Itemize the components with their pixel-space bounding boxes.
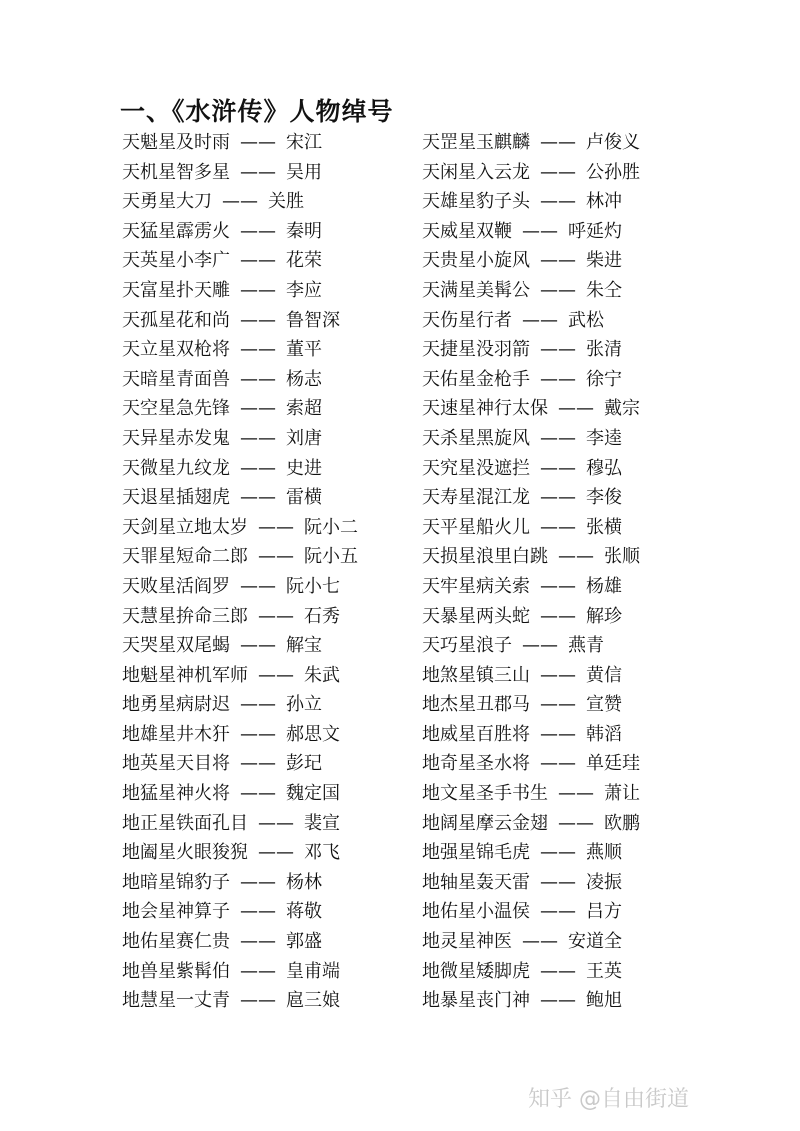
nickname-label: 天哭星双尾蝎 — [122, 635, 230, 657]
character-name: 鲁智深 — [286, 309, 340, 331]
nickname-label: 地佑星小温侯 — [422, 901, 530, 923]
nickname-label: 地会星神算子 — [122, 901, 230, 923]
list-item — [422, 868, 640, 898]
nickname-label: 天暗星青面兽 — [122, 368, 230, 390]
character-name: 董平 — [286, 339, 322, 361]
character-name: 李应 — [286, 279, 322, 301]
nickname-label: 天勇星大刀 — [122, 191, 212, 213]
list-item — [122, 897, 358, 927]
nickname-label: 天杀星黑旋风 — [422, 427, 530, 449]
list-item — [122, 631, 358, 661]
list-item — [422, 838, 640, 868]
list-item — [422, 394, 640, 424]
character-name: 吕方 — [586, 901, 622, 923]
nickname-label: 地微星矮脚虎 — [422, 960, 530, 982]
nickname-label: 地威星百胜将 — [422, 723, 530, 745]
character-name: 皇甫端 — [286, 960, 340, 982]
list-item — [422, 335, 640, 365]
dash-separator: —— — [240, 901, 276, 923]
character-name: 石秀 — [304, 605, 340, 627]
character-name: 邓飞 — [304, 842, 340, 864]
dash-separator: —— — [240, 783, 276, 805]
list-item — [122, 927, 358, 957]
character-name: 燕顺 — [586, 842, 622, 864]
list-item — [122, 217, 358, 247]
character-name: 宣赞 — [586, 694, 622, 716]
nickname-label: 天威星双鞭 — [422, 220, 512, 242]
list-item — [422, 690, 640, 720]
nickname-label: 地兽星紫髯伯 — [122, 960, 230, 982]
dash-separator: —— — [558, 812, 594, 834]
dash-separator: —— — [240, 398, 276, 420]
character-name: 呼延灼 — [568, 220, 622, 242]
list-item — [122, 246, 358, 276]
nickname-label: 天富星扑天雕 — [122, 279, 230, 301]
character-name: 武松 — [568, 309, 604, 331]
nickname-label: 地魁星神机军师 — [122, 664, 248, 686]
character-name: 穆弘 — [586, 457, 622, 479]
dash-separator: —— — [240, 931, 276, 953]
character-name: 公孙胜 — [586, 161, 640, 183]
character-name: 徐宁 — [586, 368, 622, 390]
list-item — [422, 897, 640, 927]
dash-separator: —— — [258, 842, 294, 864]
dash-separator: —— — [540, 990, 576, 1012]
character-name: 解宝 — [286, 635, 322, 657]
watermark: 知乎 @自由街道 — [528, 1087, 689, 1112]
dash-separator: —— — [540, 575, 576, 597]
character-name: 郝思文 — [286, 723, 340, 745]
dash-separator: —— — [558, 783, 594, 805]
nickname-label: 天立星双枪将 — [122, 339, 230, 361]
dash-separator: —— — [240, 132, 276, 153]
list-item — [422, 957, 640, 987]
list-item — [422, 246, 640, 276]
dash-separator: —— — [240, 723, 276, 745]
character-name: 阮小五 — [304, 546, 358, 568]
nickname-label: 地猛星神火将 — [122, 783, 230, 805]
character-name: 鲍旭 — [586, 990, 622, 1012]
nickname-label: 地暗星锦豹子 — [122, 871, 230, 893]
character-name: 卢俊义 — [586, 132, 640, 153]
character-name: 索超 — [286, 398, 322, 420]
character-name: 史进 — [286, 457, 322, 479]
list-item — [122, 720, 358, 750]
list-item — [422, 631, 640, 661]
list-item — [422, 454, 640, 484]
dash-separator: —— — [240, 250, 276, 272]
dash-separator: —— — [540, 753, 576, 775]
dash-separator: —— — [240, 427, 276, 449]
dash-separator: —— — [240, 161, 276, 183]
character-name: 魏定国 — [286, 783, 340, 805]
list-item — [122, 306, 358, 336]
nickname-label: 地文星圣手书生 — [422, 783, 548, 805]
dash-separator: —— — [540, 842, 576, 864]
list-item — [122, 454, 358, 484]
dash-separator: —— — [540, 191, 576, 213]
character-name: 吴用 — [286, 161, 322, 183]
nickname-label: 地杰星丑郡马 — [422, 694, 530, 716]
character-name: 蒋敬 — [286, 901, 322, 923]
dash-separator: —— — [540, 487, 576, 509]
nickname-label: 地正星铁面孔目 — [122, 812, 248, 834]
page-title: 一、《水浒传》人物绰号 — [120, 97, 394, 126]
nickname-label: 地暴星丧门神 — [422, 990, 530, 1012]
nickname-label: 地勇星病尉迟 — [122, 694, 230, 716]
character-name: 刘唐 — [286, 427, 322, 449]
list-item — [122, 986, 358, 1016]
character-name: 张清 — [586, 339, 622, 361]
character-name: 欧鹏 — [604, 812, 640, 834]
dash-separator: —— — [540, 901, 576, 923]
list-item — [422, 572, 640, 602]
character-name: 解珍 — [586, 605, 622, 627]
nickname-label: 地佑星赛仁贵 — [122, 931, 230, 953]
dash-separator: —— — [540, 250, 576, 272]
nickname-label: 天雄星豹子头 — [422, 191, 530, 213]
dash-separator: —— — [540, 960, 576, 982]
list-item — [422, 602, 640, 632]
dash-separator: —— — [540, 339, 576, 361]
nickname-label: 天魁星及时雨 — [122, 132, 230, 153]
character-name: 戴宗 — [604, 398, 640, 420]
list-item — [422, 276, 640, 306]
dash-separator: —— — [540, 161, 576, 183]
nickname-label: 天损星浪里白跳 — [422, 546, 548, 568]
character-name: 萧让 — [604, 783, 640, 805]
list-item — [122, 128, 358, 158]
nickname-label: 天罡星玉麒麟 — [422, 132, 530, 153]
character-list-right — [422, 128, 640, 1016]
character-name: 杨雄 — [586, 575, 622, 597]
list-item — [422, 513, 640, 543]
nickname-label: 天平星船火儿 — [422, 516, 530, 538]
list-item — [122, 779, 358, 809]
nickname-label: 天佑星金枪手 — [422, 368, 530, 390]
list-item — [122, 394, 358, 424]
character-name: 林冲 — [586, 191, 622, 213]
list-item — [122, 542, 358, 572]
nickname-label: 天寿星混江龙 — [422, 487, 530, 509]
character-name: 单廷珪 — [586, 753, 640, 775]
nickname-label: 天牢星病关索 — [422, 575, 530, 597]
list-item — [422, 809, 640, 839]
character-name: 张顺 — [604, 546, 640, 568]
character-name: 雷横 — [286, 487, 322, 509]
dash-separator: —— — [540, 871, 576, 893]
list-item — [122, 957, 358, 987]
dash-separator: —— — [240, 635, 276, 657]
nickname-label: 天伤星行者 — [422, 309, 512, 331]
dash-separator: —— — [240, 575, 276, 597]
nickname-label: 地阔星摩云金翅 — [422, 812, 548, 834]
nickname-label: 天空星急先锋 — [122, 398, 230, 420]
dash-separator: —— — [522, 931, 558, 953]
nickname-label: 天贵星小旋风 — [422, 250, 530, 272]
dash-separator: —— — [240, 990, 276, 1012]
dash-separator: —— — [240, 871, 276, 893]
character-name: 杨林 — [286, 871, 322, 893]
character-name: 杨志 — [286, 368, 322, 390]
character-name: 阮小七 — [286, 575, 340, 597]
character-name: 彭玘 — [286, 753, 322, 775]
dash-separator: —— — [522, 220, 558, 242]
nickname-label: 地慧星一丈青 — [122, 990, 230, 1012]
list-item — [122, 276, 358, 306]
nickname-label: 地阖星火眼狻猊 — [122, 842, 248, 864]
nickname-label: 天猛星霹雳火 — [122, 220, 230, 242]
character-name: 韩滔 — [586, 723, 622, 745]
character-name: 孙立 — [286, 694, 322, 716]
list-item — [122, 572, 358, 602]
list-item — [422, 483, 640, 513]
dash-separator: —— — [258, 664, 294, 686]
list-item — [422, 217, 640, 247]
character-name: 柴进 — [586, 250, 622, 272]
dash-separator: —— — [558, 546, 594, 568]
nickname-label: 地强星锦毛虎 — [422, 842, 530, 864]
dash-separator: —— — [240, 753, 276, 775]
dash-separator: —— — [540, 516, 576, 538]
nickname-label: 地雄星井木犴 — [122, 723, 230, 745]
list-item — [122, 483, 358, 513]
nickname-label: 天微星九纹龙 — [122, 457, 230, 479]
dash-separator: —— — [540, 427, 576, 449]
nickname-label: 地灵星神医 — [422, 931, 512, 953]
character-name: 安道全 — [568, 931, 622, 953]
list-item — [422, 779, 640, 809]
dash-separator: —— — [540, 605, 576, 627]
nickname-label: 天异星赤发鬼 — [122, 427, 230, 449]
list-item — [122, 868, 358, 898]
character-name: 朱武 — [304, 664, 340, 686]
character-name: 花荣 — [286, 250, 322, 272]
list-item — [122, 661, 358, 691]
dash-separator: —— — [240, 339, 276, 361]
character-name: 凌振 — [586, 871, 622, 893]
nickname-label: 天速星神行太保 — [422, 398, 548, 420]
list-item — [122, 158, 358, 188]
list-item — [122, 424, 358, 454]
dash-separator: —— — [540, 694, 576, 716]
dash-separator: —— — [540, 723, 576, 745]
character-name: 阮小二 — [304, 516, 358, 538]
nickname-label: 天捷星没羽箭 — [422, 339, 530, 361]
dash-separator: —— — [240, 309, 276, 331]
list-item — [422, 306, 640, 336]
dash-separator: —— — [258, 516, 294, 538]
nickname-label: 天暴星两头蛇 — [422, 605, 530, 627]
dash-separator: —— — [258, 546, 294, 568]
dash-separator: —— — [240, 368, 276, 390]
character-name: 王英 — [586, 960, 622, 982]
character-name: 朱仝 — [586, 279, 622, 301]
dash-separator: —— — [540, 457, 576, 479]
list-item — [422, 424, 640, 454]
list-item — [422, 365, 640, 395]
dash-separator: —— — [540, 132, 576, 153]
list-item — [122, 602, 358, 632]
list-item — [422, 128, 640, 158]
list-item — [422, 187, 640, 217]
nickname-label: 天孤星花和尚 — [122, 309, 230, 331]
list-item — [422, 661, 640, 691]
dash-separator: —— — [540, 279, 576, 301]
nickname-label: 天剑星立地太岁 — [122, 516, 248, 538]
character-name: 李俊 — [586, 487, 622, 509]
list-item — [422, 720, 640, 750]
nickname-label: 天英星小李广 — [122, 250, 230, 272]
character-name: 扈三娘 — [286, 990, 340, 1012]
character-list-left — [122, 128, 358, 1016]
nickname-label: 天败星活阎罗 — [122, 575, 230, 597]
character-name: 秦明 — [286, 220, 322, 242]
nickname-label: 地奇星圣水将 — [422, 753, 530, 775]
dash-separator: —— — [240, 457, 276, 479]
character-name: 郭盛 — [286, 931, 322, 953]
nickname-label: 天究星没遮拦 — [422, 457, 530, 479]
nickname-label: 天机星智多星 — [122, 161, 230, 183]
character-name: 李逵 — [586, 427, 622, 449]
list-item — [122, 690, 358, 720]
list-item — [422, 927, 640, 957]
character-name: 关胜 — [268, 191, 304, 213]
character-name: 张横 — [586, 516, 622, 538]
nickname-label: 地煞星镇三山 — [422, 664, 530, 686]
character-name: 裴宣 — [304, 812, 340, 834]
list-item — [122, 513, 358, 543]
nickname-label: 地轴星轰天雷 — [422, 871, 530, 893]
list-item — [422, 986, 640, 1016]
list-item — [422, 542, 640, 572]
dash-separator: —— — [240, 487, 276, 509]
dash-separator: —— — [258, 812, 294, 834]
nickname-label: 天满星美髯公 — [422, 279, 530, 301]
dash-separator: —— — [240, 220, 276, 242]
character-name: 燕青 — [568, 635, 604, 657]
dash-separator: —— — [522, 309, 558, 331]
list-item — [122, 365, 358, 395]
character-name: 黄信 — [586, 664, 622, 686]
nickname-label: 天罪星短命二郎 — [122, 546, 248, 568]
list-item — [122, 335, 358, 365]
list-item — [122, 809, 358, 839]
dash-separator: —— — [222, 191, 258, 213]
dash-separator: —— — [540, 368, 576, 390]
nickname-label: 天慧星拚命三郎 — [122, 605, 248, 627]
dash-separator: —— — [240, 960, 276, 982]
nickname-label: 地英星天目将 — [122, 753, 230, 775]
dash-separator: —— — [240, 279, 276, 301]
nickname-label: 天闲星入云龙 — [422, 161, 530, 183]
list-item — [422, 158, 640, 188]
dash-separator: —— — [540, 664, 576, 686]
nickname-label: 天退星插翅虎 — [122, 487, 230, 509]
list-item — [122, 838, 358, 868]
dash-separator: —— — [558, 398, 594, 420]
list-item — [122, 749, 358, 779]
list-item — [122, 187, 358, 217]
dash-separator: —— — [522, 635, 558, 657]
dash-separator: —— — [258, 605, 294, 627]
character-name: 宋江 — [286, 132, 322, 153]
list-item — [422, 749, 640, 779]
nickname-label: 天巧星浪子 — [422, 635, 512, 657]
dash-separator: —— — [240, 694, 276, 716]
